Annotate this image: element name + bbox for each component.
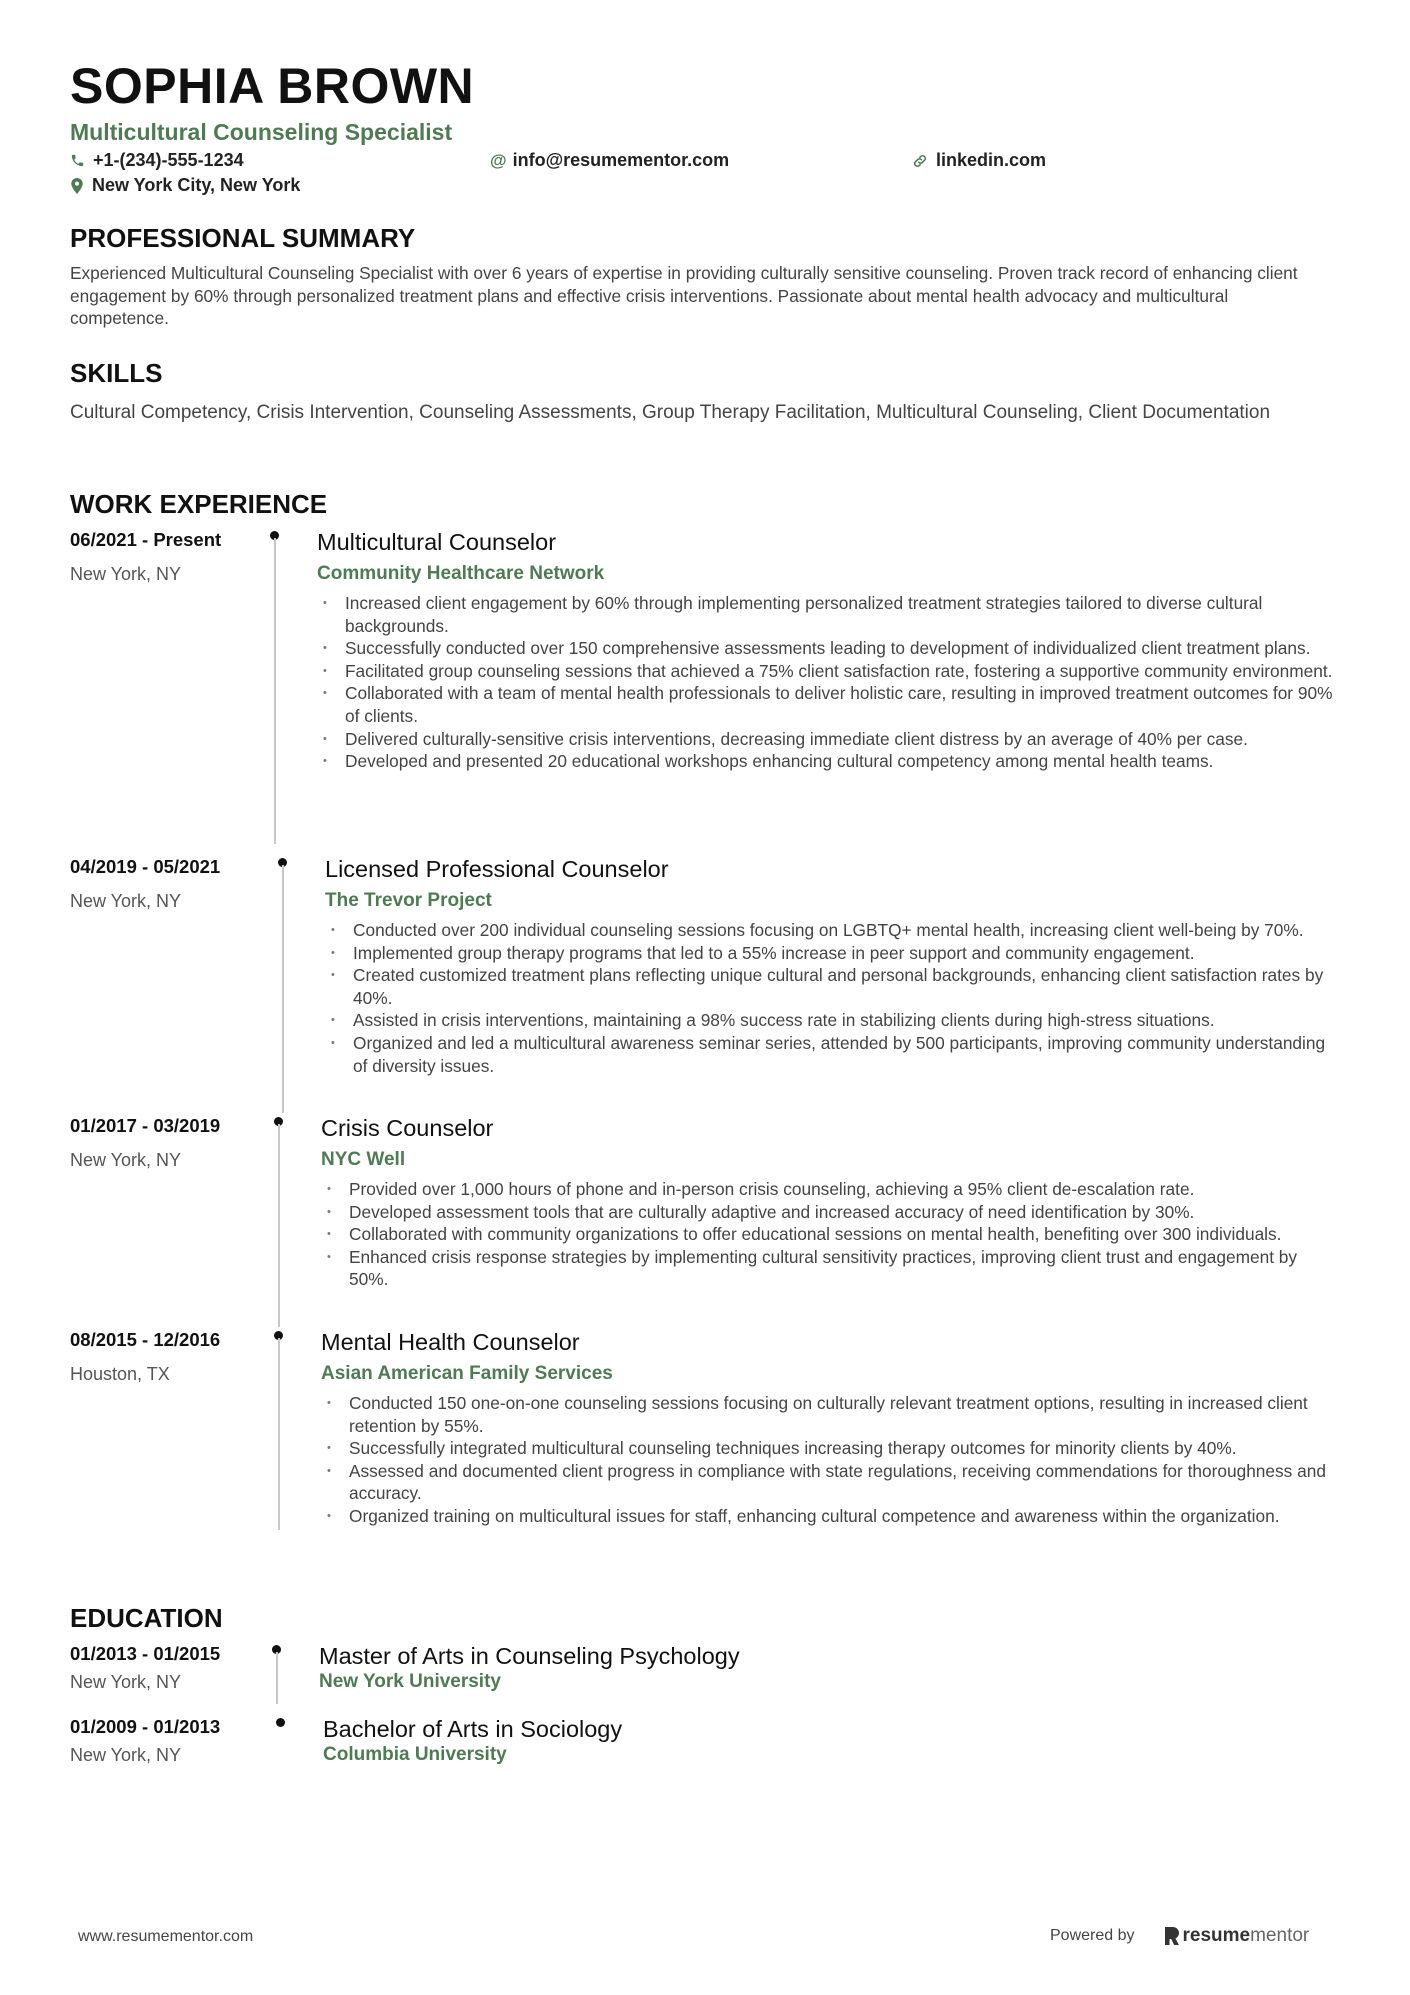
education-school: Columbia University: [323, 1744, 507, 1765]
summary-section: [70, 222, 1310, 330]
bullet-item: • Organized and led a multicultural awareness seminar series, attended by 500 participants, improving community understanding of diversity issues.: [325, 1032, 1337, 1077]
job-role: Crisis Counselor: [321, 1115, 494, 1141]
job-details: [317, 528, 1337, 773]
job-dates: 01/2017 - 03/2019: [70, 1115, 221, 1136]
education-location: New York, NY: [70, 1745, 182, 1765]
footer-powered-by: [1050, 1925, 1309, 1947]
candidate-name: SOPHIA BROWN: [70, 58, 475, 114]
timeline-line: [282, 865, 284, 1113]
footer-website[interactable]: www.resumementor.com: [78, 1928, 254, 1945]
education-details: [319, 1642, 740, 1694]
bullet-item: • Enhanced crisis response strategies by implementing cultural sensitivity practices, improving client trust and engagement by 50%.: [321, 1246, 1337, 1291]
bullet-item: • Delivered culturally-sensitive crisis interventions, decreasing immediate client distress by an average of 40% per case.: [317, 728, 1337, 751]
contact-phone: [70, 150, 244, 171]
bullet-item: • Created customized treatment plans reflecting unique cultural and personal backgrounds, enhancing client satisfaction rates by 40%.: [325, 964, 1337, 1009]
skills-text: Cultural Competency, Crisis Intervention, Counseling Assessments, Group Therapy Facilitation, Multicultural Counseling, Client Documentation: [70, 402, 1271, 423]
education-school: New York University: [319, 1671, 501, 1692]
bullet-item: • Increased client engagement by 60% through implementing personalized treatment strategies tailored to diverse cultural backgrounds.: [317, 592, 1337, 637]
bullet-item: • Conducted over 200 individual counseling sessions focusing on LGBTQ+ mental health, increasing client well-being by 70%.: [325, 919, 1337, 942]
brand-logo-icon: [1165, 1927, 1179, 1945]
job-entry: [70, 855, 1340, 1105]
powered-by-text: Powered by: [1050, 1927, 1135, 1944]
bullet-item: • Facilitated group counseling sessions that achieved a 75% client satisfaction rate, fostering a supportive community environment.: [317, 660, 1337, 683]
contact-location: [70, 175, 300, 196]
job-meta: [70, 1114, 260, 1172]
job-location: New York, NY: [70, 1150, 182, 1170]
bullet-item: • Successfully conducted over 150 comprehensive assessments leading to development of individualized client treatment plans.: [317, 637, 1337, 660]
job-details: [321, 1328, 1337, 1528]
job-meta: [70, 1328, 260, 1386]
summary-heading: PROFESSIONAL SUMMARY: [70, 223, 416, 253]
job-entry: [70, 1328, 1340, 1578]
summary-text: Experienced Multicultural Counseling Specialist with over 6 years of expertise in providing culturally sensitive counseling. Proven track record of enhancing client engagement by 60% through personalized treatment plans and effective crisis interventions. Passionate about mental health advocacy and multicultural competence.: [70, 263, 1298, 328]
job-dates: 06/2021 - Present: [70, 529, 222, 550]
education-meta: [70, 1715, 260, 1767]
job-location: New York, NY: [70, 891, 182, 911]
job-dates: 04/2019 - 05/2021: [70, 856, 221, 877]
job-company: The Trevor Project: [325, 890, 492, 911]
brand-light: mentor: [1250, 1925, 1310, 1946]
bullet-item: • Assisted in crisis interventions, maintaining a 98% success rate in stabilizing clients during high-stress situations.: [325, 1009, 1337, 1032]
at-icon: @: [490, 150, 507, 170]
bullet-item: • Successfully integrated multicultural counseling techniques increasing therapy outcomes for minority clients by 40%.: [321, 1437, 1337, 1460]
education-degree: Bachelor of Arts in Sociology: [323, 1716, 623, 1742]
education-dates: 01/2013 - 01/2015: [70, 1643, 221, 1664]
job-bullets: [321, 1392, 1337, 1528]
education-section: [70, 1602, 1340, 1634]
timeline-line: [278, 1338, 280, 1530]
location-pin-icon: [70, 178, 84, 194]
bullet-item: • Organized training on multicultural issues for staff, enhancing cultural competence and awareness within the organization.: [321, 1505, 1337, 1528]
job-meta: [70, 528, 260, 586]
education-details: [323, 1715, 622, 1767]
job-bullets: [317, 592, 1337, 773]
timeline-line: [274, 538, 276, 844]
skills-heading: SKILLS: [70, 358, 163, 388]
experience-heading: WORK EXPERIENCE: [70, 489, 328, 519]
bullet-item: • Collaborated with community organizations to offer educational sessions on mental health, benefiting over 300 individuals.: [321, 1223, 1337, 1246]
experience-section: [70, 488, 1340, 520]
linkedin-text: linkedin.com: [936, 150, 1047, 170]
job-bullets: [321, 1178, 1337, 1291]
job-meta: [70, 855, 260, 913]
job-company: Asian American Family Services: [321, 1363, 613, 1384]
timeline-dot: [276, 1718, 285, 1727]
job-bullets: [325, 919, 1337, 1077]
contact-linkedin[interactable]: [912, 150, 1046, 171]
brand-bold: resume: [1182, 1925, 1251, 1946]
bullet-item: • Collaborated with a team of mental health professionals to deliver holistic care, resulting in improved treatment outcomes for 90% of clients.: [317, 682, 1337, 727]
timeline-line: [276, 1652, 278, 1704]
bullet-item: • Provided over 1,000 hours of phone and in-person crisis counseling, achieving a 95% client de-escalation rate.: [321, 1178, 1337, 1201]
bullet-item: • Developed and presented 20 educational workshops enhancing cultural competency among mental health teams.: [317, 750, 1337, 773]
education-entry: [70, 1715, 1340, 1785]
education-dates: 01/2009 - 01/2013: [70, 1716, 221, 1737]
location-text: New York City, New York: [92, 175, 301, 195]
timeline-line: [278, 1124, 280, 1327]
job-company: NYC Well: [321, 1149, 406, 1170]
bullet-item: • Developed assessment tools that are culturally adaptive and increased accuracy of need identification by 30%.: [321, 1201, 1337, 1224]
bullet-item: • Implemented group therapy programs that led to a 55% increase in peer support and community engagement.: [325, 942, 1337, 965]
contact-email[interactable]: [490, 150, 729, 171]
job-role: Mental Health Counselor: [321, 1329, 580, 1355]
contact-info: [70, 150, 1340, 202]
phone-text: +1-(234)-555-1234: [93, 150, 244, 170]
skills-section: [70, 357, 1310, 425]
resumementor-logo[interactable]: [1165, 1925, 1310, 1947]
education-degree: Master of Arts in Counseling Psychology: [319, 1643, 740, 1669]
education-meta: [70, 1642, 260, 1694]
job-entry: [70, 528, 1340, 840]
job-location: New York, NY: [70, 564, 182, 584]
job-dates: 08/2015 - 12/2016: [70, 1329, 221, 1350]
education-location: New York, NY: [70, 1672, 182, 1692]
phone-icon: [70, 153, 85, 168]
candidate-title: Multicultural Counseling Specialist: [70, 119, 453, 145]
education-entry: [70, 1642, 1340, 1712]
resume-page: [70, 56, 1340, 1765]
job-role: Multicultural Counselor: [317, 529, 557, 555]
job-company: Community Healthcare Network: [317, 563, 605, 584]
email-text: info@resumementor.com: [512, 150, 730, 170]
education-heading: EDUCATION: [70, 1603, 223, 1633]
job-details: [321, 1114, 1337, 1291]
bullet-item: • Conducted 150 one-on-one counseling sessions focusing on culturally relevant treatment options, resulting in increased client retention by 55%.: [321, 1392, 1337, 1437]
bullet-item: • Assessed and documented client progress in compliance with state regulations, receiving commendations for thoroughness and accuracy.: [321, 1460, 1337, 1505]
job-role: Licensed Professional Counselor: [325, 856, 669, 882]
link-icon: [912, 153, 928, 169]
job-entry: [70, 1114, 1340, 1324]
job-details: [325, 855, 1337, 1077]
job-location: Houston, TX: [70, 1364, 170, 1384]
